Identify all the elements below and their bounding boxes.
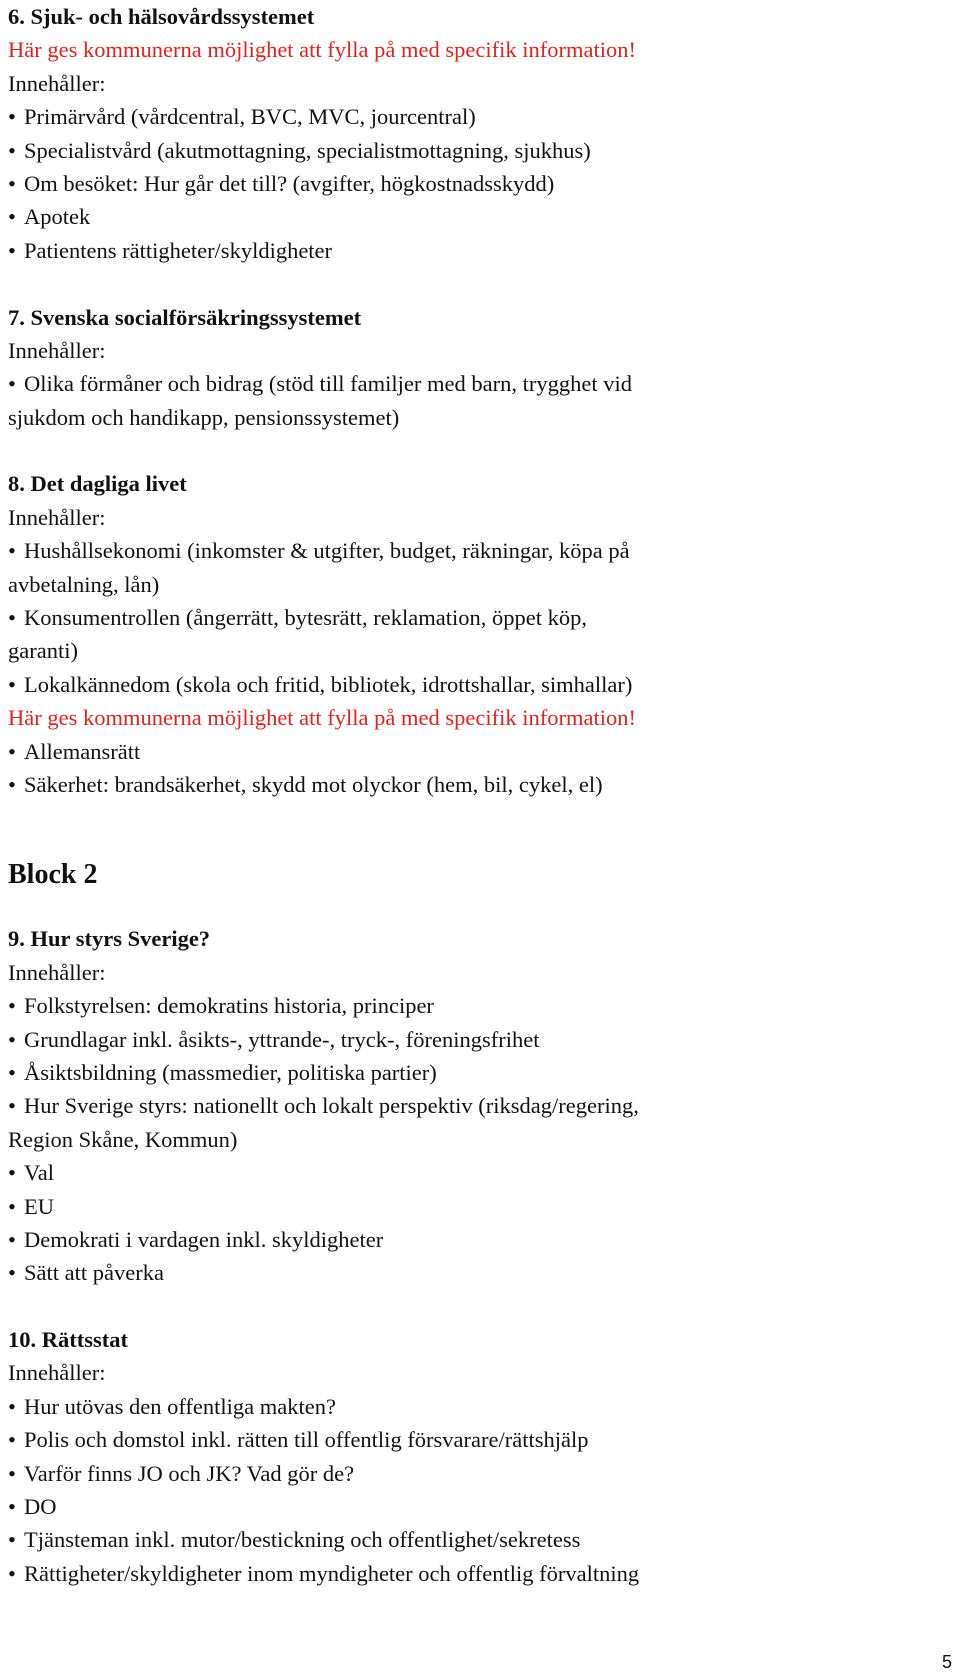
list-item: • Sätt att påverka	[8, 1256, 948, 1289]
list-item: • Polis och domstol inkl. rätten till offentlig försvarare/rättshjälp	[8, 1423, 948, 1456]
list-item: • Tjänsteman inkl. mutor/bestickning och offentlighet/sekretess	[8, 1523, 948, 1556]
list-item: • Säkerhet: brandsäkerhet, skydd mot olyckor (hem, bil, cykel, el)	[8, 768, 948, 801]
municipality-note: Här ges kommunerna möjlighet att fylla på med specifik information!	[8, 37, 636, 63]
spacer	[8, 434, 948, 467]
list-item: • Patientens rättigheter/skyldigheter	[8, 234, 948, 267]
list-item-continuation: garanti)	[8, 638, 78, 664]
list-item: • Varför finns JO och JK? Vad gör de?	[8, 1457, 948, 1490]
list-item-continuation: sjukdom och handikapp, pensionssystemet)	[8, 404, 400, 430]
list-item: • Konsumentrollen (ångerrätt, bytesrätt, reklamation, öppet köp,	[8, 601, 948, 634]
spacer	[8, 267, 948, 300]
section-heading: 6. Sjuk- och hälsovårdssystemet	[8, 4, 315, 29]
document-page	[8, 0, 948, 1590]
list-item: • Allemansrätt	[8, 735, 948, 768]
contains-label: Innehåller:	[8, 959, 106, 985]
list-item: • EU	[8, 1190, 948, 1223]
list-item: • Specialistvård (akutmottagning, specialistmottagning, sjukhus)	[8, 134, 948, 167]
list-item: • Lokalkännedom (skola och fritid, bibliotek, idrottshallar, simhallar)	[8, 668, 948, 701]
list-item: • Grundlagar inkl. åsikts-, yttrande-, tryck-, föreningsfrihet	[8, 1023, 948, 1056]
list-item: • Val	[8, 1156, 948, 1189]
list-item: • Om besöket: Hur går det till? (avgifter, högkostnadsskydd)	[8, 167, 948, 200]
page-number: 5	[941, 1652, 952, 1672]
list-item: • Primärvård (vårdcentral, BVC, MVC, jourcentral)	[8, 100, 948, 133]
list-item-continuation: Region Skåne, Kommun)	[8, 1126, 238, 1152]
section-heading: 10. Rättsstat	[8, 1327, 128, 1353]
block-heading: Block 2	[8, 859, 98, 891]
list-item: • DO	[8, 1490, 948, 1523]
contains-label: Innehåller:	[8, 1360, 106, 1386]
list-item: • Demokrati i vardagen inkl. skyldigheter	[8, 1223, 948, 1256]
section-heading: 7. Svenska socialförsäkringssystemet	[8, 304, 362, 330]
list-item: • Olika förmåner och bidrag (stöd till familjer med barn, trygghet vid	[8, 367, 948, 400]
list-item: • Åsiktsbildning (massmedier, politiska partier)	[8, 1056, 948, 1089]
list-item: • Hur utövas den offentliga makten?	[8, 1390, 948, 1423]
contains-label: Innehåller:	[8, 504, 106, 530]
list-item: • Hushållsekonomi (inkomster & utgifter, budget, räkningar, köpa på	[8, 534, 948, 567]
contains-label: Innehåller:	[8, 337, 106, 363]
spacer	[8, 895, 948, 922]
list-item: • Folkstyrelsen: demokratins historia, principer	[8, 989, 948, 1022]
municipality-note: Här ges kommunerna möjlighet att fylla på med specifik information!	[8, 705, 636, 731]
contains-label: Innehåller:	[8, 70, 106, 96]
list-item: • Hur Sverige styrs: nationellt och lokalt perspektiv (riksdag/regering,	[8, 1089, 948, 1122]
section-heading: 8. Det dagliga livet	[8, 471, 187, 497]
section-heading: 9. Hur styrs Sverige?	[8, 926, 211, 952]
list-item: • Rättigheter/skyldigheter inom myndigheter och offentlig förvaltning	[8, 1557, 948, 1590]
list-item-continuation: avbetalning, lån)	[8, 571, 160, 597]
spacer	[8, 801, 948, 855]
list-item: • Apotek	[8, 200, 948, 233]
spacer	[8, 1290, 948, 1323]
